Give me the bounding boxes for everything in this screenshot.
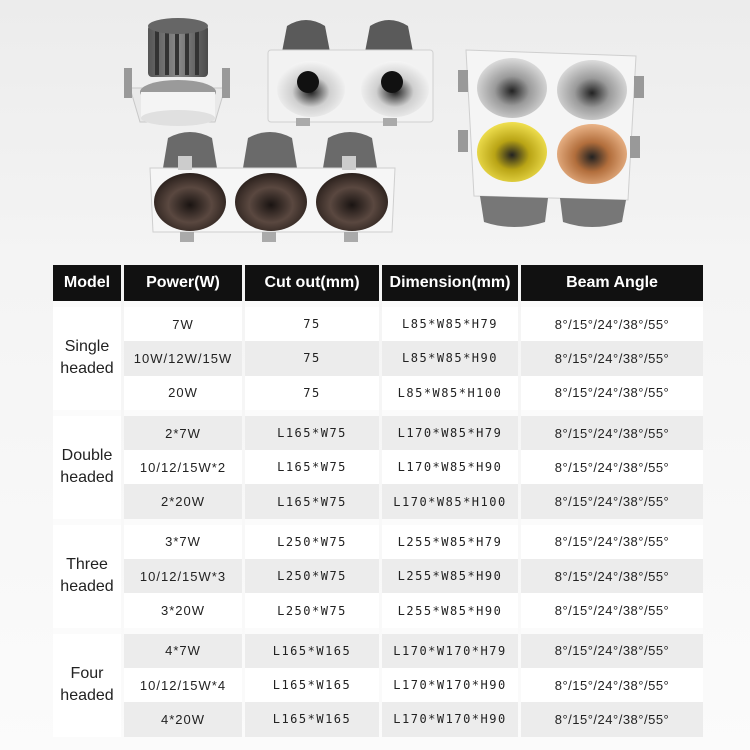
power-cell: 3*7W [124, 519, 242, 559]
beam-cell: 8°/15°/24°/38°/55° [521, 702, 703, 736]
cutout-cell: L250*W75 [245, 593, 379, 627]
table-row [53, 668, 703, 702]
header-dimension: Dimension(mm) [382, 265, 518, 301]
dimension-cell: L85*W85*H79 [382, 301, 518, 341]
cutout-cell: L165*W165 [245, 628, 379, 668]
beam-cell: 8°/15°/24°/38°/55° [521, 450, 703, 484]
power-cell: 7W [124, 301, 242, 341]
beam-cell: 8°/15°/24°/38°/55° [521, 341, 703, 375]
cutout-cell: L165*W165 [245, 702, 379, 736]
power-cell: 10/12/15W*4 [124, 668, 242, 702]
dimension-cell: L170*W85*H100 [382, 484, 518, 518]
header-power: Power(W) [124, 265, 242, 301]
power-cell: 20W [124, 376, 242, 410]
power-cell: 4*20W [124, 702, 242, 736]
beam-cell: 8°/15°/24°/38°/55° [521, 628, 703, 668]
header-cutout: Cut out(mm) [245, 265, 379, 301]
table-row [53, 450, 703, 484]
header-beam-angle: Beam Angle [521, 265, 703, 301]
table-header-row [53, 265, 703, 301]
beam-cell: 8°/15°/24°/38°/55° [521, 376, 703, 410]
beam-cell: 8°/15°/24°/38°/55° [521, 668, 703, 702]
dimension-cell: L255*W85*H90 [382, 559, 518, 593]
cutout-cell: 75 [245, 301, 379, 341]
model-cell: Three headed [53, 519, 121, 628]
model-cell: Four headed [53, 628, 121, 737]
table-row [53, 519, 703, 559]
dimension-cell: L85*W85*H90 [382, 341, 518, 375]
model-cell: Single headed [53, 301, 121, 410]
table-row [53, 410, 703, 450]
table-row [53, 301, 703, 341]
dimension-cell: L170*W170*H90 [382, 702, 518, 736]
dimension-cell: L170*W170*H79 [382, 628, 518, 668]
cutout-cell: L250*W75 [245, 519, 379, 559]
table-row [53, 559, 703, 593]
spec-table [50, 265, 706, 737]
beam-cell: 8°/15°/24°/38°/55° [521, 484, 703, 518]
beam-cell: 8°/15°/24°/38°/55° [521, 559, 703, 593]
cutout-cell: L165*W75 [245, 410, 379, 450]
double-head-light [268, 20, 433, 126]
dimension-cell: L255*W85*H90 [382, 593, 518, 627]
single-head-light [124, 18, 230, 126]
three-head-light [150, 132, 395, 242]
cutout-cell: L165*W165 [245, 668, 379, 702]
table-row [53, 341, 703, 375]
dimension-cell: L170*W170*H90 [382, 668, 518, 702]
model-cell: Double headed [53, 410, 121, 519]
power-cell: 4*7W [124, 628, 242, 668]
power-cell: 10/12/15W*2 [124, 450, 242, 484]
dimension-cell: L170*W85*H79 [382, 410, 518, 450]
table-row [53, 484, 703, 518]
dimension-cell: L255*W85*H79 [382, 519, 518, 559]
power-cell: 3*20W [124, 593, 242, 627]
table-row [53, 702, 703, 736]
power-cell: 2*20W [124, 484, 242, 518]
beam-cell: 8°/15°/24°/38°/55° [521, 410, 703, 450]
beam-cell: 8°/15°/24°/38°/55° [521, 519, 703, 559]
table-row [53, 593, 703, 627]
product-photo [0, 0, 750, 262]
cutout-cell: L165*W75 [245, 450, 379, 484]
cutout-cell: L250*W75 [245, 559, 379, 593]
cutout-cell: 75 [245, 341, 379, 375]
table-row [53, 628, 703, 668]
header-model: Model [53, 265, 121, 301]
beam-cell: 8°/15°/24°/38°/55° [521, 593, 703, 627]
cutout-cell: L165*W75 [245, 484, 379, 518]
beam-cell: 8°/15°/24°/38°/55° [521, 301, 703, 341]
power-cell: 2*7W [124, 410, 242, 450]
cutout-cell: 75 [245, 376, 379, 410]
table-row [53, 376, 703, 410]
four-head-light [458, 50, 644, 227]
power-cell: 10W/12W/15W [124, 341, 242, 375]
dimension-cell: L170*W85*H90 [382, 450, 518, 484]
power-cell: 10/12/15W*3 [124, 559, 242, 593]
dimension-cell: L85*W85*H100 [382, 376, 518, 410]
